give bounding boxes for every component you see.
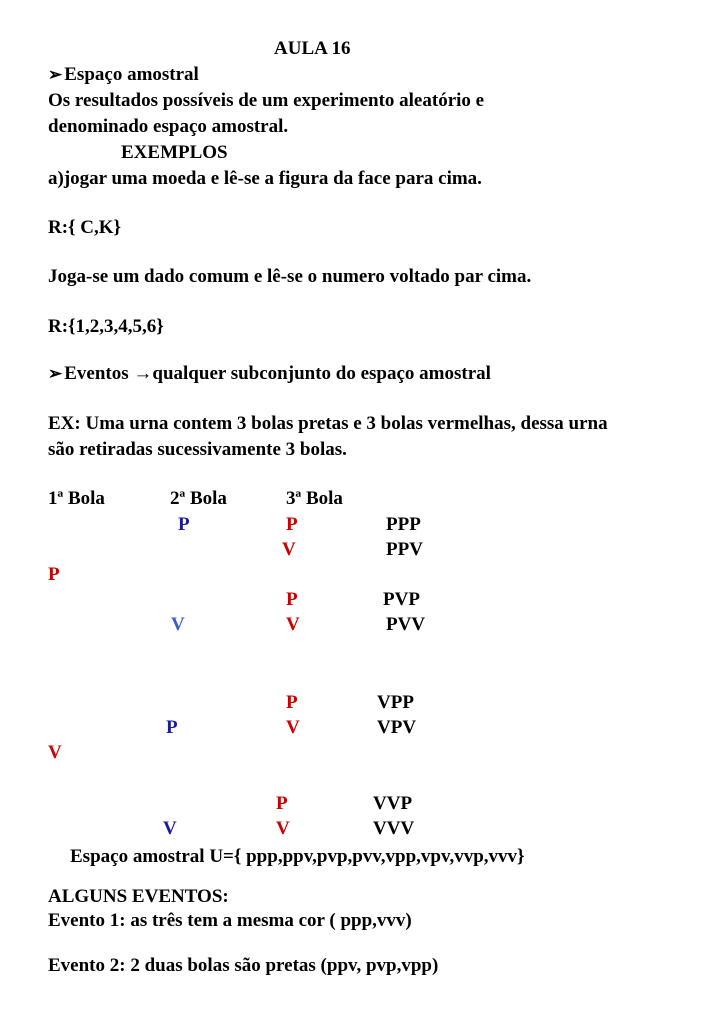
tree-outcome: VPV xyxy=(377,717,417,738)
tree-level3-node: P xyxy=(276,793,288,814)
tree-level3-node: P xyxy=(286,692,298,713)
example-urn-line-1: EX: Uma urna contem 3 bolas pretas e 3 bolas vermelhas, dessa urna xyxy=(48,413,608,434)
tree-level3-node: V xyxy=(282,539,296,560)
tree-outcome: PVP xyxy=(383,589,420,610)
definition-line-2: denominado espaço amostral. xyxy=(48,116,289,137)
tree-level1-node: V xyxy=(48,742,62,763)
section-heading-text: Eventos →qualquer subconjunto do espaço amostral xyxy=(64,363,491,384)
tree-header-3: 3ª Bola xyxy=(286,488,343,509)
event-2-text: Evento 2: 2 duas bolas são pretas (ppv, pvp,vpp) xyxy=(48,955,439,976)
section-heading-text: Espaço amostral xyxy=(64,64,199,85)
tree-level2-node: P xyxy=(166,717,178,738)
tree-level3-node: V xyxy=(286,614,300,635)
tree-level3-node: P xyxy=(286,589,298,610)
events-heading: ALGUNS EVENTOS: xyxy=(48,886,229,907)
tree-level3-node: V xyxy=(276,818,290,839)
tree-outcome: PPP xyxy=(386,514,421,535)
section-heading-eventos xyxy=(48,363,491,385)
definition-line-1: Os resultados possíveis de um experimento aleatório e xyxy=(48,90,485,111)
tree-outcome: VVV xyxy=(373,818,415,839)
tree-level3-node: V xyxy=(286,717,300,738)
tree-outcome: PVV xyxy=(386,614,426,635)
tree-outcome: VPP xyxy=(377,692,414,713)
tree-level3-node: P xyxy=(286,514,298,535)
tree-outcome: VVP xyxy=(373,793,413,814)
example-a-text: a)jogar uma moeda e lê-se a figura da face para cima. xyxy=(48,168,482,189)
tree-level2-node: V xyxy=(163,818,177,839)
answer-b-text: R:{1,2,3,4,5,6} xyxy=(48,316,164,337)
example-urn-line-2: são retiradas sucessivamente 3 bolas. xyxy=(48,439,347,460)
tree-level2-node: V xyxy=(171,614,185,635)
answer-a-text: R:{ C,K} xyxy=(48,217,122,238)
sample-space-text: Espaço amostral U={ ppp,ppv,pvp,pvv,vpp,vpv,vvp,vvv} xyxy=(70,846,525,867)
event-1-text: Evento 1: as três tem a mesma cor ( ppp,vvv) xyxy=(48,910,412,931)
tree-level2-node: P xyxy=(178,514,190,535)
section-heading-espaco-amostral xyxy=(48,64,199,86)
tree-level1-node: P xyxy=(48,564,60,585)
tree-header-1: 1ª Bola xyxy=(48,488,105,509)
arrow-bullet-icon: ➢ xyxy=(48,364,63,383)
page-title: AULA 16 xyxy=(274,38,351,59)
examples-label: EXEMPLOS xyxy=(121,142,228,163)
tree-outcome: PPV xyxy=(386,539,423,560)
arrow-bullet-icon: ➢ xyxy=(48,65,63,84)
example-b-text: Joga-se um dado comum e lê-se o numero voltado par cima. xyxy=(48,266,532,287)
tree-header-2: 2ª Bola xyxy=(170,488,227,509)
